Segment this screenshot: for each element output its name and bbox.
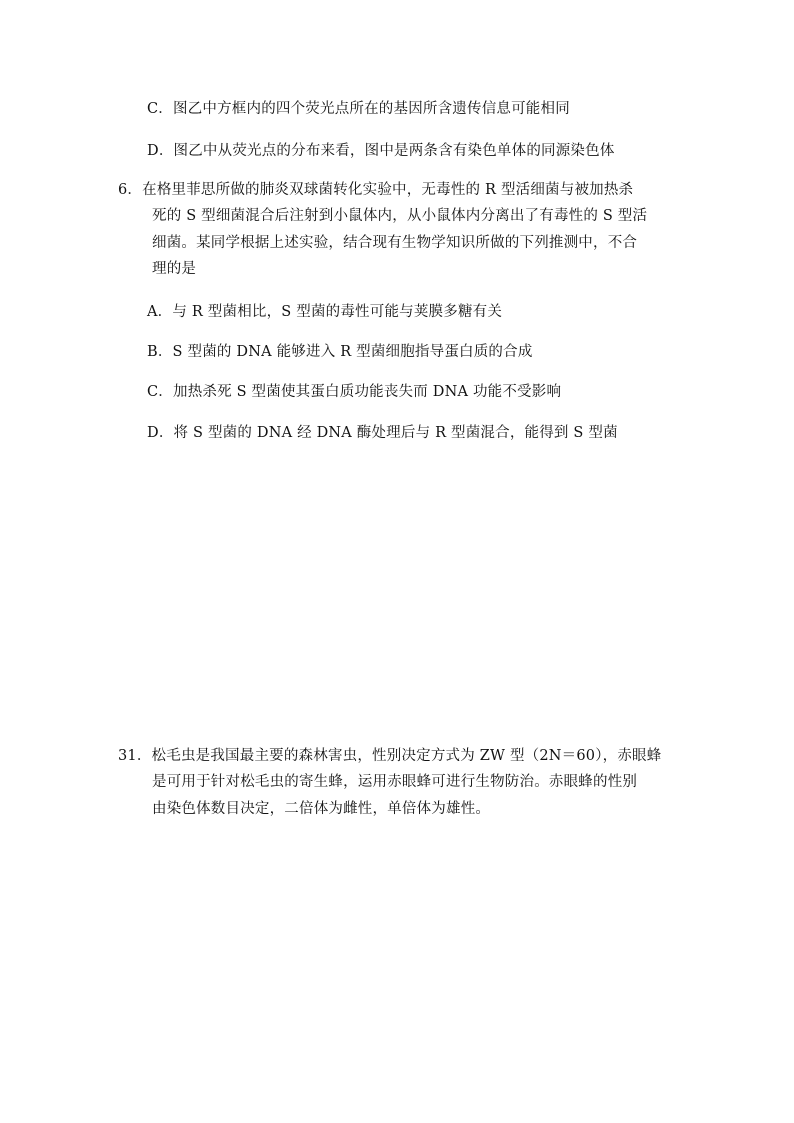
q6-option-d: D．将 S 型菌的 DNA 经 DNA 酶处理后与 R 型菌混合，能得到 S 型菌 bbox=[147, 425, 618, 441]
q6-stem-line-3: 细菌。某同学根据上述实验，结合现有生物学知识所做的下列推测中，不合 bbox=[152, 235, 638, 251]
q6-stem-line-2: 死的 S 型细菌混合后注射到小鼠体内，从小鼠体内分离出了有毒性的 S 型活 bbox=[152, 208, 648, 224]
q6-stem-line-4: 理的是 bbox=[152, 261, 197, 277]
prev-option-c: C．图乙中方框内的四个荧光点所在的基因所含遗传信息可能相同 bbox=[147, 101, 570, 117]
q31-stem-line-1: 31．松毛虫是我国最主要的森林害虫，性别决定方式为 ZW 型（2N＝60），赤眼蜂 bbox=[118, 748, 662, 764]
q31-stem-line-2: 是可用于针对松毛虫的寄生蜂，运用赤眼蜂可进行生物防治。赤眼蜂的性别 bbox=[152, 774, 638, 790]
q6-option-a: A．与 R 型菌相比，S 型菌的毒性可能与荚膜多糖有关 bbox=[147, 304, 503, 320]
prev-option-d: D．图乙中从荧光点的分布来看，图中是两条含有染色单体的同源染色体 bbox=[147, 143, 615, 159]
q6-stem-line-1: 6．在格里菲思所做的肺炎双球菌转化实验中，无毒性的 R 型活细菌与被加热杀 bbox=[118, 182, 634, 198]
q31-stem-line-3: 由染色体数目决定，二倍体为雌性，单倍体为雄性。 bbox=[152, 801, 491, 817]
q6-option-c: C．加热杀死 S 型菌使其蛋白质功能丧失而 DNA 功能不受影响 bbox=[147, 384, 562, 400]
q6-option-b: B．S 型菌的 DNA 能够进入 R 型菌细胞指导蛋白质的合成 bbox=[147, 344, 533, 360]
